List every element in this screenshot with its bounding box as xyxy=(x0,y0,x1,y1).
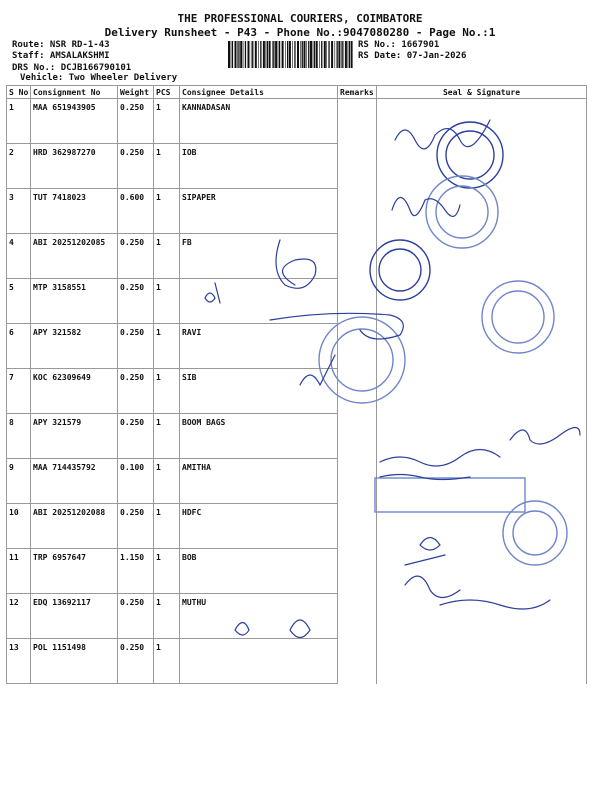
table-row xyxy=(7,279,587,324)
pcs-cell: 1 xyxy=(154,414,180,459)
table-row xyxy=(7,144,587,189)
consignee-cell: AMITHA xyxy=(180,459,338,504)
route-label: Route: NSR RD-1-43 xyxy=(12,40,110,50)
consignee-cell: RAVI xyxy=(180,324,338,369)
table-row xyxy=(7,189,587,234)
consignment-cell: KOC 62309649 xyxy=(31,369,118,414)
sno-cell: 12 xyxy=(7,594,31,639)
col-header-consignment: Consignment No xyxy=(31,86,118,99)
rs-date: RS Date: 07-Jan-2026 xyxy=(358,51,467,61)
consignee-cell: SIB xyxy=(180,369,338,414)
runsheet-title: Delivery Runsheet - P43 - Phone No.:9047080280 - Page No.:1 xyxy=(104,26,496,39)
consignee-cell xyxy=(180,279,338,324)
sno-cell: 3 xyxy=(7,189,31,234)
pcs-cell: 1 xyxy=(154,549,180,594)
seal-cell xyxy=(377,189,587,234)
remarks-cell xyxy=(338,414,377,459)
consignment-cell: TUT 7418023 xyxy=(31,189,118,234)
consignment-cell: ABI 20251202085 xyxy=(31,234,118,279)
pcs-cell: 1 xyxy=(154,234,180,279)
table-row xyxy=(7,324,587,369)
remarks-cell xyxy=(338,189,377,234)
drs-label: DRS No.: DCJB166790101 xyxy=(12,63,132,73)
seal-cell xyxy=(377,144,587,189)
table-row xyxy=(7,639,587,684)
remarks-cell xyxy=(338,504,377,549)
consignee-cell: HDFC xyxy=(180,504,338,549)
seal-cell xyxy=(377,234,587,279)
col-header-pcs: PCS xyxy=(154,86,180,99)
company-title: THE PROFESSIONAL COURIERS, COIMBATORE xyxy=(177,12,423,25)
sno-cell: 4 xyxy=(7,234,31,279)
pcs-cell: 1 xyxy=(154,279,180,324)
consignee-cell: KANNADASAN xyxy=(180,99,338,144)
sno-cell: 11 xyxy=(7,549,31,594)
remarks-cell xyxy=(338,459,377,504)
table-row xyxy=(7,459,587,504)
sno-cell: 10 xyxy=(7,504,31,549)
col-header-remarks: Remarks xyxy=(338,86,377,99)
remarks-cell xyxy=(338,594,377,639)
seal-cell xyxy=(377,369,587,414)
remarks-cell xyxy=(338,639,377,684)
table-row xyxy=(7,594,587,639)
consignee-cell: BOOM BAGS xyxy=(180,414,338,459)
remarks-cell xyxy=(338,144,377,189)
consignment-cell: ABI 20251202088 xyxy=(31,504,118,549)
sno-cell: 6 xyxy=(7,324,31,369)
table-row xyxy=(7,369,587,414)
weight-cell: 0.100 xyxy=(118,459,154,504)
pcs-cell: 1 xyxy=(154,189,180,234)
seal-cell xyxy=(377,324,587,369)
pcs-cell: 1 xyxy=(154,324,180,369)
table-row xyxy=(7,504,587,549)
table-row xyxy=(7,549,587,594)
remarks-cell xyxy=(338,369,377,414)
pcs-cell: 1 xyxy=(154,99,180,144)
seal-cell xyxy=(377,279,587,324)
staff-label: Staff: AMSALAKSHMI xyxy=(12,51,110,61)
consignee-cell: BOB xyxy=(180,549,338,594)
runsheet-table xyxy=(6,85,587,684)
remarks-cell xyxy=(338,324,377,369)
sno-cell: 1 xyxy=(7,99,31,144)
seal-cell xyxy=(377,459,587,504)
consignment-cell: POL 1151498 xyxy=(31,639,118,684)
consignment-cell: APY 321582 xyxy=(31,324,118,369)
weight-cell: 0.250 xyxy=(118,279,154,324)
consignment-cell: EDQ 13692117 xyxy=(31,594,118,639)
table-row xyxy=(7,99,587,144)
pcs-cell: 1 xyxy=(154,459,180,504)
weight-cell: 0.250 xyxy=(118,234,154,279)
consignee-cell: FB xyxy=(180,234,338,279)
consignment-cell: APY 321579 xyxy=(31,414,118,459)
pcs-cell: 1 xyxy=(154,369,180,414)
table-row xyxy=(7,414,587,459)
weight-cell: 0.250 xyxy=(118,99,154,144)
sno-cell: 13 xyxy=(7,639,31,684)
barcode xyxy=(228,41,353,68)
vehicle-label: Vehicle: Two Wheeler Delivery xyxy=(20,73,178,83)
remarks-cell xyxy=(338,549,377,594)
table-header-row xyxy=(7,86,587,99)
consignee-cell: IOB xyxy=(180,144,338,189)
weight-cell: 0.250 xyxy=(118,369,154,414)
seal-cell xyxy=(377,414,587,459)
weight-cell: 1.150 xyxy=(118,549,154,594)
sno-cell: 5 xyxy=(7,279,31,324)
pcs-cell: 1 xyxy=(154,594,180,639)
col-header-consignee: Consignee Details xyxy=(180,86,338,99)
col-header-weight: Weight xyxy=(118,86,154,99)
col-header-sno: S No xyxy=(7,86,31,99)
col-header-seal: Seal & Signature xyxy=(377,86,587,99)
consignment-cell: MAA 714435792 xyxy=(31,459,118,504)
weight-cell: 0.250 xyxy=(118,324,154,369)
sno-cell: 7 xyxy=(7,369,31,414)
table-row xyxy=(7,234,587,279)
seal-cell xyxy=(377,639,587,684)
remarks-cell xyxy=(338,234,377,279)
weight-cell: 0.250 xyxy=(118,414,154,459)
pcs-cell: 1 xyxy=(154,639,180,684)
sno-cell: 8 xyxy=(7,414,31,459)
remarks-cell xyxy=(338,99,377,144)
consignment-cell: MTP 3158551 xyxy=(31,279,118,324)
seal-cell xyxy=(377,99,587,144)
pcs-cell: 1 xyxy=(154,504,180,549)
weight-cell: 0.600 xyxy=(118,189,154,234)
remarks-cell xyxy=(338,279,377,324)
seal-cell xyxy=(377,549,587,594)
sno-cell: 2 xyxy=(7,144,31,189)
consignment-cell: MAA 651943905 xyxy=(31,99,118,144)
weight-cell: 0.250 xyxy=(118,144,154,189)
pcs-cell: 1 xyxy=(154,144,180,189)
consignee-cell: SIPAPER xyxy=(180,189,338,234)
consignment-cell: HRD 362987270 xyxy=(31,144,118,189)
consignee-cell xyxy=(180,639,338,684)
consignment-cell: TRP 6957647 xyxy=(31,549,118,594)
seal-cell xyxy=(377,504,587,549)
weight-cell: 0.250 xyxy=(118,594,154,639)
weight-cell: 0.250 xyxy=(118,639,154,684)
weight-cell: 0.250 xyxy=(118,504,154,549)
seal-cell xyxy=(377,594,587,639)
rs-number: RS No.: 1667901 xyxy=(358,40,440,50)
sno-cell: 9 xyxy=(7,459,31,504)
consignee-cell: MUTHU xyxy=(180,594,338,639)
